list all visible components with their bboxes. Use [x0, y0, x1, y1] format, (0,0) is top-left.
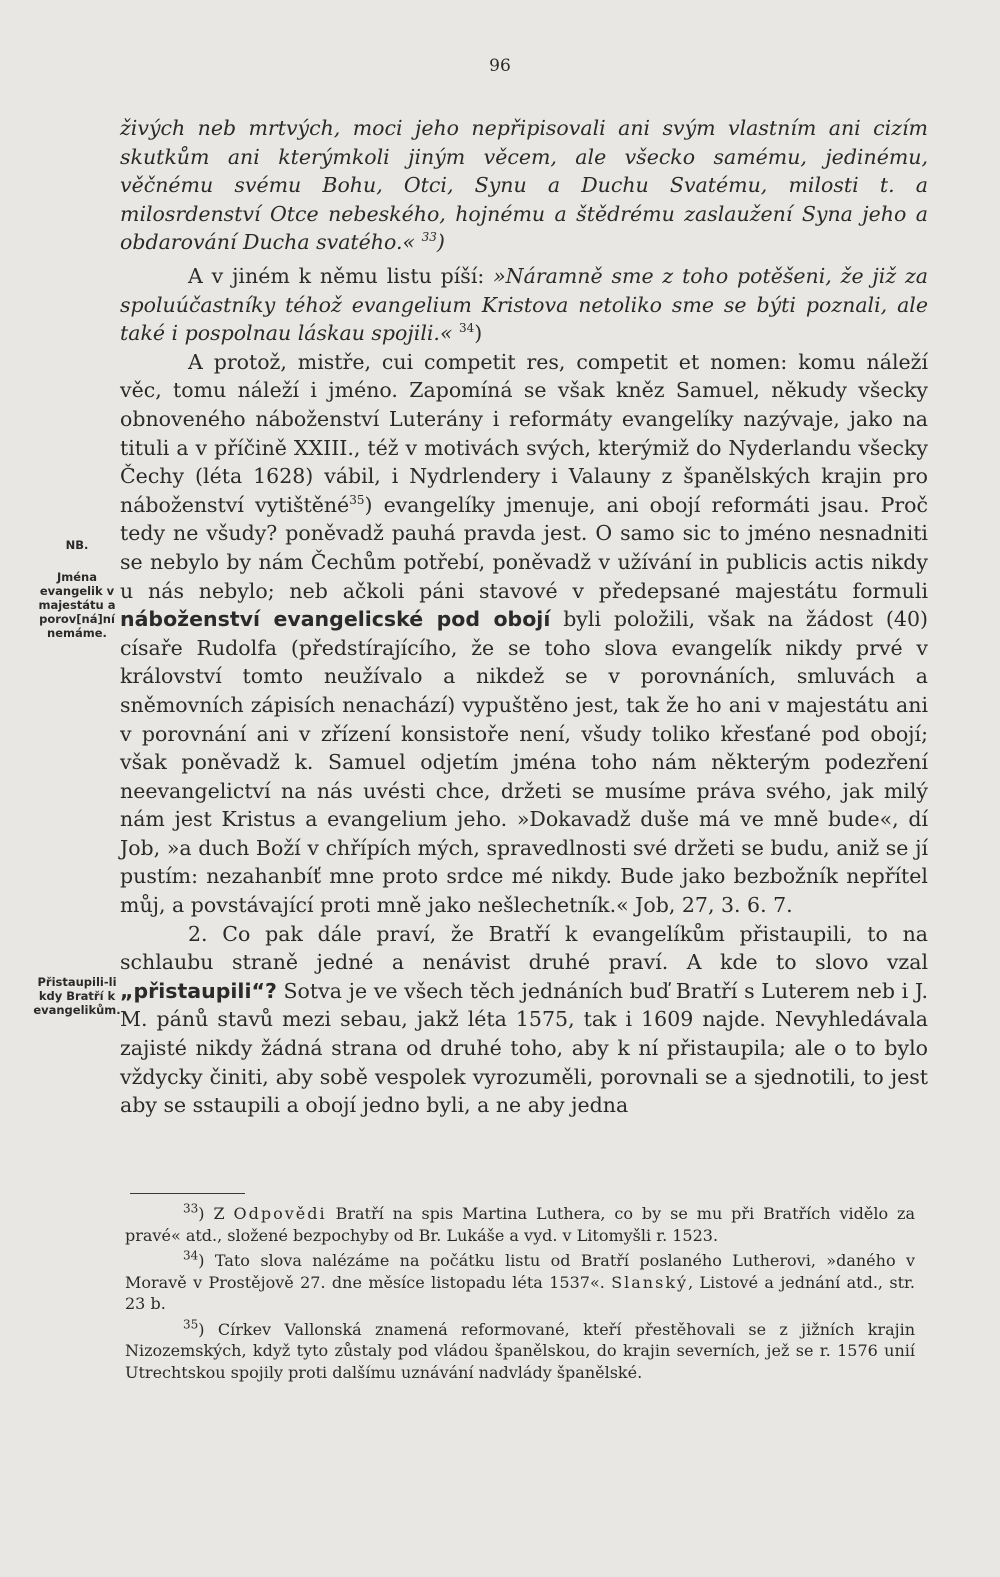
- footnote-33-text: Bratří na spis Martina Luthera, co by se mu při Bratřích vidělo za pravé« atd., složené bezpochyby od Br. Lukáše a vyd. v Litomyšli r. 1523.: [125, 1204, 915, 1245]
- footnote-ref-35: 35: [349, 492, 365, 507]
- footnote-ref-33: 33: [421, 230, 437, 245]
- footnote-35-number: 35: [183, 1317, 199, 1332]
- footnote-33-pre: Z: [204, 1204, 234, 1223]
- footnote-35: $^{35}$) Církev Vallonská znamená reformované, kteří přestěhovali se z jižních krajin Nizozemských, když tyto zůstaly pod vládou španělskou, do krajin severních, jež se r. 1576 unií Utrechtskou spojily proti dalšímu uznávání nadvlády španělské.: [125, 1317, 915, 1382]
- footnote-33-number: 33: [183, 1201, 199, 1216]
- footnote-separator: [130, 1193, 245, 1194]
- footnote-33-spaced: Odpovědi: [233, 1204, 327, 1223]
- para2-text: A protož, mistře, cui competit res, competit et nomen: komu náleží věc, tomu náleží i jméno. Zapomíná se však kněz Samuel, někudy všecky obnoveného náboženství Luterány i reformáty evangelíky nazývaje, jako na tituli a v příčině XXIII., též v motivách svých, kterýmiž do Nyderlandu všecky Čechy (léta 1628) vábil, i Nydrlendery i Valauny z španělských krajin pro náboženství vytištěné: [120, 349, 928, 517]
- footnote-34-author: Slanský: [611, 1272, 689, 1292]
- para3-tail: Sotva je ve všech těch jednáních buď Bratří s Luterem neb i J. M. pánů stavů mezi sebau, jakž léta 1575, tak i 1609 najde. Nevyhledávala zajisté nikdy žádná strana od druhé toho, aby k ní přistaupila; ale o to bylo vždycky činiti, aby sobě vespolek vyrozuměli, porovnali se a sjednotili, to jest aby se sstaupili a obojí jedno byli, a ne aby jedna: [120, 978, 928, 1118]
- footnote-34: $^{34}$) Tato slova nalézáme na počátku listu od Bratří poslaného Lutherovi, »daného v Moravě v Prostějově 27. dne měsíce listopadu léta 1537«. Slanský, Listové a jednání atd., str. 23 b.: [125, 1248, 916, 1313]
- margin-note-names: Jména evangelik v majestátu a porov[ná]ní nemáme.: [38, 570, 116, 640]
- para2-tail: byli položili, však na žádost (40) císaře Rudolfa (předstírajícího, že se toho slova evangelík nikdy prvé v království tomto neužívalo a nikdež se v porovnáních, smluvách a sněmovních zápisích nenachází) vypuštěno jest, tak že ho ani v majestátu ani v porovnání ani v zřízení konsistoře není, všudy toliko křesťané pod obojí; však poněvadž k. Samuel odjetím jména toho nám některým podezření neevangelictví na nás uvésti chce, držeti se musíme práva svého, jak milý nám jest Kristus a evangelium jeho. »Dokavadž duše má ve mně bude«, dí Job, »a duch Boží v chřípích mých, spravedlnosti své držeti se budu, aniž se jí pustím: nezahanbíť mne proto srdce mé nikdy. Bude jako bezbožník nepřítel můj, a povstávající proti mně jako nešlechetník.« Job, 27, 3. 6. 7.: [120, 607, 928, 918]
- intro-quote: živých neb mrtvých, moci jeho nepřipisovali ani svým vlastním ani cizím skutkům ani kterýmkoli jiným věcem, ale všecko samému, jedinému, věčnému svému Bohu, Otci, Synu a Duchu Svatému, milosti t. a milosrdenství Otce nebeského, hojnému a štědrému zaslaužení Syna jeho a obdarování Ducha svatého.« $^{33}$): [120, 116, 928, 255]
- paragraph-letter-quote: A v jiném k němu listu píší: »Náramně sme z toho potěšeni, že již za spoluúčastníky téhož evangelium Kristova netoliko sme se býti poznali, ale také i pospolnau láskau spojili.« $^{34}$): [120, 264, 929, 346]
- para3-lead: 2. Co pak dále praví, že Bratří k evangelíkům přistaupili, to na schlaubu straně jedné a nenávist druhé praví. A kde to slovo vzal: [120, 921, 928, 975]
- para1-lead: A v jiném k němu listu píší:: [188, 264, 494, 288]
- footnotes: [125, 1203, 915, 1387]
- footnote-33: $^{33}$) Z Odpovědi Bratří na spis Martina Luthera, co by se mu při Bratřích vidělo za pravé« atd., složené bezpochyby od Br. Lukáše a vyd. v Litomyšli r. 1523.: [125, 1201, 915, 1245]
- footnote-34-text: Tato slova nalézáme na počátku listu od Bratří poslaného Lutherovi, »daného v Moravě v Prostějově 27. dne měsíce listopadu léta 1537«.: [125, 1251, 915, 1292]
- footnote-34-tail: , Listové a jednání atd., str. 23 b.: [125, 1272, 916, 1313]
- page-number: 96: [489, 56, 511, 76]
- footnote-35-text: Církev Vallonská znamená reformované, kteří přestěhovali se z jižních krajin Nizozemských, když tyto zůstaly pod vládou španělskou, do krajin severních, jež se r. 1576 unií Utrechtskou spojily proti dalšímu uznávání nadvlády španělské.: [125, 1319, 915, 1382]
- para2-after: evangelíky jmenuje, ani obojí reformáti jsau. Proč tedy ne všudy? poněvadž pauhá pravda jest. O samo sic to jméno nesnadniti se nebylo by nám Čechům potřebí, poněvadž v užívání in publicis actis nikdy u nás nebylo; neb ačkoli páni stavové v předepsané majestátu formuli: [120, 492, 929, 603]
- footnote-34-number: 34: [183, 1248, 199, 1263]
- paragraph-name-argument: A protož, mistře, cui competit res, competit et nomen: komu náleží věc, tomu náleží i jméno. Zapomíná se však kněz Samuel, někudy všecky obnoveného náboženství Luterány i reformáty evangelíky nazývaje, jako na tituli a v příčině XXIII., též v motivách svých, kterýmiž do Nyderlandu všecky Čechy (léta 1628) vábil, i Nydrlendery i Valauny z španělských krajin pro náboženství vytištěné$^{35}$) evangelíky jmenuje, ani obojí reformáti jsau. Proč tedy ne všudy? poněvadž pauhá pravda jest. O samo sic to jméno nesnadniti se nebylo by nám Čechům potřebí, poněvadž v užívání in publicis actis nikdy u nás nebylo; neb ačkoli páni stavové v předepsané majestátu formuli náboženství evangelicské pod obojí byli položili, však na žádost (40) císaře Rudolfa (předstírajícího, že se toho slova evangelík nikdy prvé v království tomto neužívalo a nikdež se v porovnáních, smluvách a sněmovních zápisích nenachází) vypuštěno jest, tak že ho ani v majestátu ani v porovnání ani v zřízení konsistoře není, všudy toliko křesťané pod obojí; však poněvadž k. Samuel odjetím jména toho nám některým podezření neevangelictví na nás uvésti chce, držeti se musíme práva svého, jak milý nám jest Kristus a evangelium jeho. »Dokavadž duše má ve mně bude«, dí Job, »a duch Boží v chřípích mých, spravedlnosti své držeti se budu, aniž se jí pustím: nezahanbíť mne proto srdce mé nikdy. Bude jako bezbožník nepřítel můj, a povstávající proti mně jako nešlechetník.« Job, 27, 3. 6. 7.: [120, 349, 929, 918]
- para2-bold-phrase: náboženství evangelicské pod obojí: [120, 607, 551, 632]
- para3-bold-word: „přistaupili“?: [120, 978, 277, 1003]
- footnote-ref-34: 34: [459, 321, 475, 336]
- paragraph-point-2: [120, 920, 928, 1120]
- margin-note-joined: Přistaupili-li kdy Bratří k evangelikům.: [33, 975, 121, 1017]
- intro-text: živých neb mrtvých, moci jeho nepřipisovali ani svým vlastním ani cizím skutkům ani kterýmkoli jiným věcem, ale všecko samému, jedinému, věčnému svému Bohu, Otci, Synu a Duchu Svatému, milosti t. a milosrdenství Otce nebeského, hojnému a štědrému zaslaužení Syna jeho a obdarování Ducha svatého.«: [120, 116, 928, 255]
- margin-note-nb: NB.: [65, 538, 89, 552]
- para1-quote: »Náramně sme z toho potěšeni, že již za spoluúčastníky téhož evangelium Kristova netoliko sme se býti poznali, ale také i pospolnau láskau spojili.«: [120, 264, 929, 346]
- main-text: [120, 262, 928, 1120]
